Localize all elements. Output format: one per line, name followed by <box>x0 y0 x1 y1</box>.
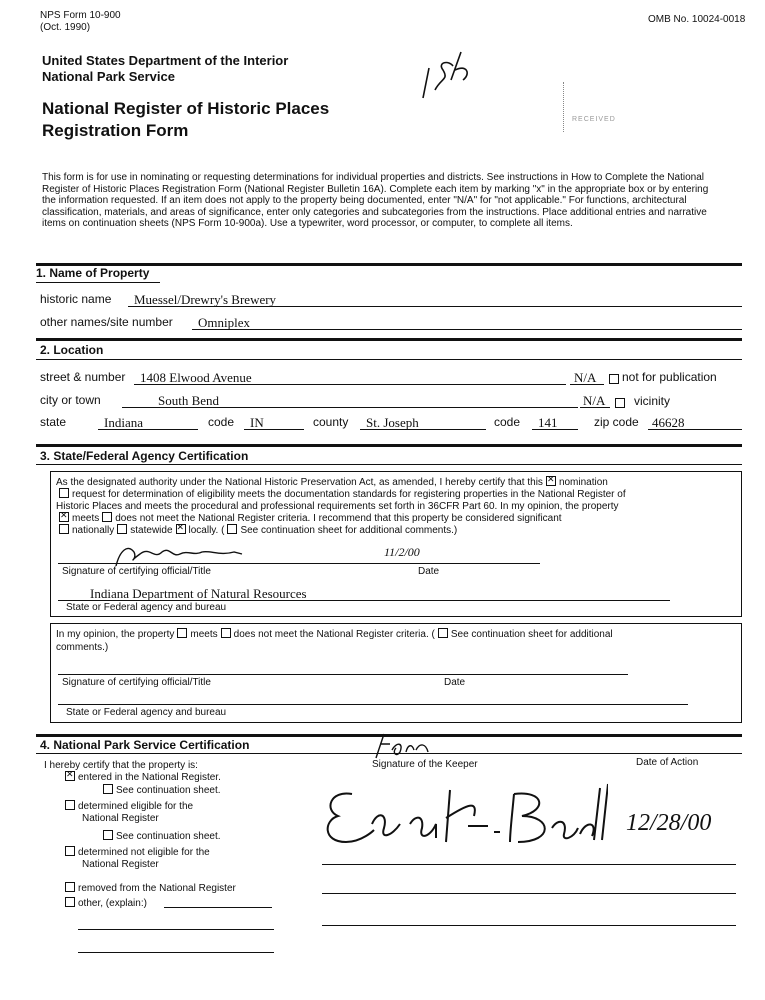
opinion-does-not-meet-checkbox[interactable] <box>221 628 231 638</box>
agency-label: State or Federal agency and bureau <box>66 602 227 613</box>
vicinity-checkbox[interactable] <box>612 395 628 413</box>
other-explain-line <box>78 952 274 953</box>
keeper-label: Signature of the Keeper <box>372 759 478 770</box>
removed-checkbox[interactable] <box>65 882 75 892</box>
cert-line1: As the designated authority under the National Historic Preservation Act, as amended, I hereby certify that this✕ nomination <box>56 477 608 488</box>
cert-line2: request for determination of eligibility meets the documentation standards for registering properties in the National Register of <box>56 489 626 500</box>
other-names-label: other names/site number <box>40 315 173 329</box>
zip-line <box>648 429 742 430</box>
heading-underline <box>36 282 160 283</box>
vicinity-label: vicinity <box>634 394 671 408</box>
keeper-signature <box>318 780 608 852</box>
historic-name-value[interactable]: Muessel/Drewry's Brewery <box>134 292 277 307</box>
state-label: state <box>40 415 67 429</box>
statewide-checkbox[interactable] <box>117 524 127 534</box>
section1-heading: 1. Name of Property <box>36 266 150 280</box>
hereby-certify-text: I hereby certify that the property is: <box>44 760 198 771</box>
na-line <box>570 384 604 385</box>
omb-number: OMB No. 10024-0018 <box>648 14 746 25</box>
agency-line <box>58 704 688 705</box>
not-eligible-option-line2: National Register <box>82 859 159 870</box>
date-handwritten: 11/2/00 <box>384 545 420 559</box>
eligible-option: determined eligible for the <box>62 801 193 812</box>
keeper-line <box>322 864 736 865</box>
section-divider <box>36 444 742 447</box>
opinion-line1: In my opinion, the property meets does not meet the National Register criteria. ( See continuation sheet for additional <box>56 629 613 640</box>
locally-checkbox[interactable] <box>176 524 186 534</box>
opinion-continuation-checkbox[interactable] <box>438 628 448 638</box>
nomination-checkbox[interactable] <box>546 476 556 486</box>
historic-name-label: historic name <box>40 292 112 306</box>
zip-value[interactable]: 46628 <box>652 415 685 430</box>
state-value[interactable]: Indiana <box>104 415 143 430</box>
section-divider <box>36 338 742 341</box>
eligible-checkbox[interactable] <box>65 800 75 810</box>
form-title-line2: Registration Form <box>42 121 189 140</box>
heading-underline <box>36 464 742 465</box>
not-eligible-checkbox[interactable] <box>65 846 75 856</box>
does-not-meet-checkbox[interactable] <box>102 512 112 522</box>
other-names-value[interactable]: Omniplex <box>198 315 250 330</box>
date-label: Date <box>418 566 440 577</box>
form-title-line1: National Register of Historic Places <box>42 99 330 118</box>
opinion-line2: comments.) <box>56 642 109 653</box>
not-for-publication-checkbox[interactable] <box>606 371 622 389</box>
service-name: National Park Service <box>42 69 175 84</box>
signature-label-2: Signature of certifying official/Title <box>62 677 211 688</box>
for-initials <box>366 728 436 760</box>
agency-value[interactable]: Indiana Department of Natural Resources <box>90 586 307 601</box>
city-value[interactable]: South Bend <box>158 393 220 408</box>
continuation-checkbox[interactable] <box>227 524 237 534</box>
date-of-action-label: Date of Action <box>636 757 699 768</box>
county-code-value[interactable]: 141 <box>538 415 558 430</box>
heading-underline <box>36 359 742 360</box>
signature-line <box>58 674 628 675</box>
other-option: other, (explain:) <box>62 898 147 909</box>
section3-heading: 3. State/Federal Agency Certification <box>40 449 249 463</box>
na-line <box>580 407 610 408</box>
removed-option: removed from the National Register <box>62 883 236 894</box>
section4-heading: 4. National Park Service Certification <box>40 738 250 752</box>
not-for-publication-label: not for publication <box>622 370 717 384</box>
eligible-option-line2: National Register <box>82 813 159 824</box>
county-value[interactable]: St. Joseph <box>366 415 419 430</box>
county-line <box>360 429 486 430</box>
na-publication: N/A <box>574 370 597 385</box>
form-number: NPS Form 10-900 <box>40 10 121 21</box>
city-label: city or town <box>40 393 101 407</box>
form-date: (Oct. 1990) <box>40 22 91 33</box>
department-name: United States Department of the Interior <box>42 53 289 68</box>
request-checkbox[interactable] <box>59 488 69 498</box>
received-stamp: RECEIVED <box>563 82 654 132</box>
not-eligible-option: determined not eligible for the <box>62 847 210 858</box>
keeper-line <box>322 893 736 894</box>
entered-option: ✕entered in the National Register. <box>62 772 221 783</box>
entered-checkbox[interactable] <box>65 771 75 781</box>
date-of-action-value: 12/28/00 <box>626 810 712 836</box>
agency-label-2: State or Federal agency and bureau <box>66 707 227 718</box>
meets-checkbox[interactable] <box>59 512 69 522</box>
other-names-line <box>192 329 742 330</box>
cert-line5: nationally statewide✕ locally. ( See continuation sheet for additional comments.) <box>56 525 457 536</box>
street-label: street & number <box>40 370 126 384</box>
signature-line <box>58 563 540 564</box>
cert-line3: Historic Places and meets the procedural and professional requirements set forth in 36CFR Part 60. In my opinion, the property <box>56 501 619 512</box>
eligible-continuation: See continuation sheet. <box>100 831 221 842</box>
other-checkbox[interactable] <box>65 897 75 907</box>
city-line <box>122 407 578 408</box>
state-code-line <box>244 429 304 430</box>
opinion-meets-checkbox[interactable] <box>177 628 187 638</box>
na-vicinity: N/A <box>583 393 606 408</box>
signature-label: Signature of certifying official/Title <box>62 566 211 577</box>
section2-heading: 2. Location <box>40 343 104 357</box>
county-code-label: code <box>494 415 521 429</box>
other-explain-line <box>78 929 274 930</box>
state-code-label: code <box>208 415 235 429</box>
cert-line4: ✕meets does not meet the National Register criteria. I recommend that this property be considered significant <box>56 513 562 524</box>
zip-label: zip code <box>594 415 639 429</box>
eligible-continuation-checkbox[interactable] <box>103 830 113 840</box>
entered-continuation: See continuation sheet. <box>100 785 221 796</box>
other-explain-line <box>164 907 272 908</box>
handwritten-number <box>415 40 475 105</box>
historic-name-line <box>128 306 742 307</box>
entered-continuation-checkbox[interactable] <box>103 784 113 794</box>
nationally-checkbox[interactable] <box>59 524 69 534</box>
street-line <box>134 384 566 385</box>
state-code-value[interactable]: IN <box>250 415 264 430</box>
county-code-line <box>532 429 578 430</box>
state-line <box>98 429 198 430</box>
keeper-line <box>322 925 736 926</box>
date-label-2: Date <box>444 677 466 688</box>
street-value[interactable]: 1408 Elwood Avenue <box>140 370 252 385</box>
county-label: county <box>313 415 349 429</box>
instructions-text: This form is for use in nominating or requesting determinations for individual properties and districts. See instructions in How to Complete the National Register of Historic Places Registration Form (National Register Bulletin 16A). Complete each item by marking "x" in the appropriate box or by entering the information requested. If an item does not apply to the property being documented, enter "N/A" for "not applicable." For functions, architectural classification, materials, and areas of significance, enter only categories and subcategories from the instructions. Place additional entries and narrative items on continuation sheets (NPS Form 10-900a). Use a typewriter, word processor, or computer, to complete all items. <box>42 172 709 229</box>
agency-line <box>58 600 670 601</box>
